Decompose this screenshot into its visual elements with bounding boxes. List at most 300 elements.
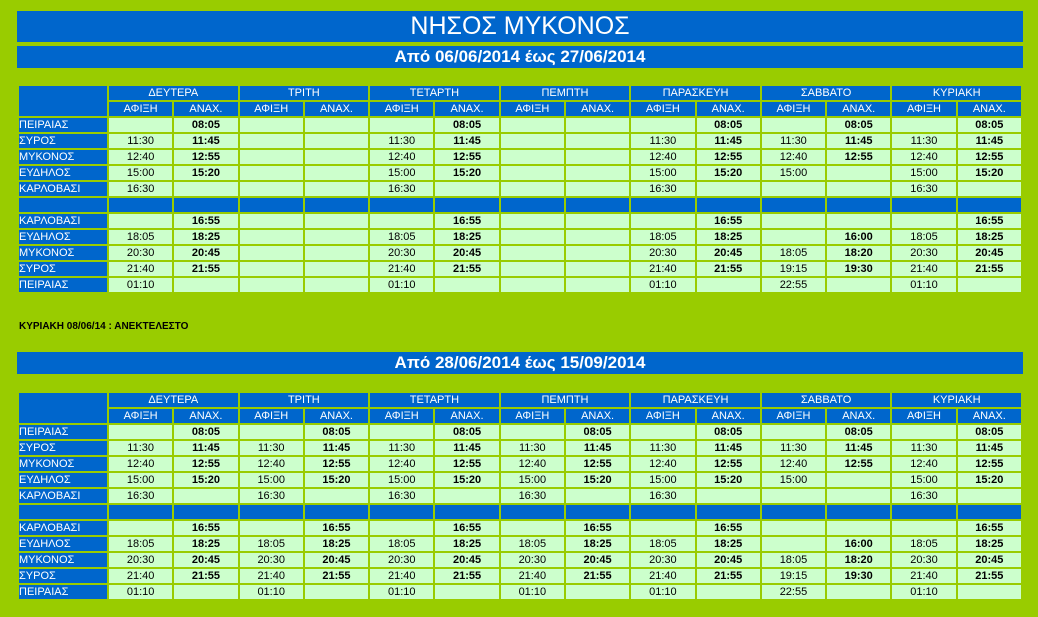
arrival-time: 20:30 <box>370 246 433 260</box>
port-name: ΕΥΔΗΛΟΣ <box>19 166 107 180</box>
separator-cell <box>762 505 825 519</box>
port-name: ΠΕΙΡΑΙΑΣ <box>19 585 107 599</box>
table-row <box>19 537 1021 551</box>
arrival-time <box>240 278 303 292</box>
arrival-time: 11:30 <box>762 441 825 455</box>
departure-time: 15:20 <box>305 473 368 487</box>
departure-time: 12:55 <box>435 457 498 471</box>
arrival-time <box>240 262 303 276</box>
separator-cell <box>501 198 564 212</box>
port-name: ΜΥΚΟΝΟΣ <box>19 457 107 471</box>
departure-time: 20:45 <box>435 553 498 567</box>
arrival-time <box>762 425 825 439</box>
departure-time <box>435 182 498 196</box>
departure-time: 12:55 <box>958 457 1021 471</box>
separator-cell <box>762 198 825 212</box>
arrival-header: ΑΦΙΞΗ <box>370 102 433 116</box>
day-header: ΔΕΥΤΕΡΑ <box>109 86 238 100</box>
separator-cell <box>892 198 955 212</box>
arrival-time: 01:10 <box>631 585 694 599</box>
arrival-time: 15:00 <box>370 166 433 180</box>
departure-time: 15:20 <box>958 166 1021 180</box>
departure-header: ΑΝΑΧ. <box>566 409 629 423</box>
arrival-time: 11:30 <box>240 441 303 455</box>
separator-cell <box>305 198 368 212</box>
arrival-header: ΑΦΙΞΗ <box>501 409 564 423</box>
arrival-time: 18:05 <box>762 553 825 567</box>
arrival-time: 19:15 <box>762 262 825 276</box>
separator-row <box>19 198 1021 212</box>
arrival-time: 15:00 <box>762 166 825 180</box>
sub-header-row <box>19 409 1021 423</box>
separator-cell <box>631 505 694 519</box>
departure-time: 20:45 <box>435 246 498 260</box>
port-name: ΕΥΔΗΛΟΣ <box>19 230 107 244</box>
departure-time: 15:20 <box>174 166 237 180</box>
arrival-time: 11:30 <box>370 134 433 148</box>
separator-cell <box>958 505 1021 519</box>
departure-time <box>566 166 629 180</box>
departure-time <box>827 214 890 228</box>
arrival-time <box>501 246 564 260</box>
departure-time: 18:25 <box>697 537 760 551</box>
departure-header: ΑΝΑΧ. <box>305 102 368 116</box>
departure-time: 18:20 <box>827 246 890 260</box>
departure-time: 21:55 <box>305 569 368 583</box>
departure-time: 11:45 <box>697 441 760 455</box>
arrival-time: 01:10 <box>370 585 433 599</box>
timetable-period-1 <box>17 84 1023 294</box>
arrival-time: 15:00 <box>109 166 172 180</box>
departure-time: 08:05 <box>566 425 629 439</box>
departure-time <box>305 134 368 148</box>
departure-time: 15:20 <box>566 473 629 487</box>
departure-time <box>305 262 368 276</box>
arrival-time: 15:00 <box>762 473 825 487</box>
departure-time: 20:45 <box>697 553 760 567</box>
port-name: ΕΥΔΗΛΟΣ <box>19 473 107 487</box>
arrival-header: ΑΦΙΞΗ <box>501 102 564 116</box>
departure-time <box>827 278 890 292</box>
arrival-time: 15:00 <box>501 473 564 487</box>
arrival-time: 01:10 <box>892 278 955 292</box>
day-header: ΣΑΒΒΑΤΟ <box>762 86 891 100</box>
table-row <box>19 441 1021 455</box>
departure-time: 16:55 <box>958 214 1021 228</box>
departure-time: 15:20 <box>697 166 760 180</box>
departure-time <box>566 278 629 292</box>
departure-time: 11:45 <box>958 441 1021 455</box>
arrival-time: 16:30 <box>501 489 564 503</box>
arrival-time: 20:30 <box>240 553 303 567</box>
arrival-time <box>109 521 172 535</box>
arrival-time: 01:10 <box>370 278 433 292</box>
departure-time: 18:25 <box>958 537 1021 551</box>
departure-header: ΑΝΑΧ. <box>174 102 237 116</box>
arrival-time <box>240 521 303 535</box>
day-header-row <box>19 393 1021 407</box>
arrival-time: 20:30 <box>892 246 955 260</box>
header-corner <box>19 86 107 116</box>
arrival-header: ΑΦΙΞΗ <box>631 102 694 116</box>
table-row <box>19 473 1021 487</box>
arrival-time <box>501 278 564 292</box>
departure-time: 16:55 <box>435 214 498 228</box>
arrival-time: 15:00 <box>370 473 433 487</box>
port-name: ΚΑΡΛΟΒΑΣΙ <box>19 182 107 196</box>
departure-time: 21:55 <box>697 262 760 276</box>
departure-time: 12:55 <box>566 457 629 471</box>
arrival-time: 21:40 <box>109 569 172 583</box>
arrival-time: 18:05 <box>892 230 955 244</box>
port-name: ΚΑΡΛΟΒΑΣΙ <box>19 214 107 228</box>
departure-time <box>305 150 368 164</box>
departure-time <box>566 230 629 244</box>
departure-time: 12:55 <box>305 457 368 471</box>
arrival-time: 15:00 <box>631 166 694 180</box>
departure-time <box>697 489 760 503</box>
port-name: ΕΥΔΗΛΟΣ <box>19 537 107 551</box>
arrival-time: 01:10 <box>109 278 172 292</box>
departure-time: 12:55 <box>697 150 760 164</box>
separator-cell <box>174 198 237 212</box>
departure-time: 12:55 <box>827 457 890 471</box>
arrival-time: 01:10 <box>240 585 303 599</box>
arrival-time: 18:05 <box>240 537 303 551</box>
arrival-header: ΑΦΙΞΗ <box>240 102 303 116</box>
day-header: ΣΑΒΒΑΤΟ <box>762 393 891 407</box>
departure-time: 21:55 <box>958 569 1021 583</box>
departure-time <box>566 182 629 196</box>
table-row <box>19 134 1021 148</box>
separator-cell <box>174 505 237 519</box>
arrival-time: 18:05 <box>370 537 433 551</box>
port-name: ΠΕΙΡΑΙΑΣ <box>19 425 107 439</box>
arrival-time <box>240 150 303 164</box>
departure-time <box>305 166 368 180</box>
departure-time: 18:25 <box>435 230 498 244</box>
arrival-time <box>370 521 433 535</box>
arrival-time: 11:30 <box>631 441 694 455</box>
period-1-range: Από 06/06/2014 έως 27/06/2014 <box>17 46 1023 68</box>
arrival-header: ΑΦΙΞΗ <box>762 102 825 116</box>
departure-time <box>305 489 368 503</box>
arrival-time <box>370 214 433 228</box>
arrival-time <box>762 537 825 551</box>
departure-time: 18:25 <box>435 537 498 551</box>
day-header: ΤΕΤΑΡΤΗ <box>370 86 499 100</box>
arrival-time <box>762 214 825 228</box>
arrival-time <box>240 214 303 228</box>
arrival-time: 22:55 <box>762 585 825 599</box>
departure-time: 11:45 <box>174 134 237 148</box>
arrival-time: 12:40 <box>501 457 564 471</box>
arrival-time: 12:40 <box>762 150 825 164</box>
departure-time <box>566 489 629 503</box>
arrival-time: 12:40 <box>240 457 303 471</box>
arrival-time <box>762 489 825 503</box>
departure-time <box>827 182 890 196</box>
arrival-time <box>892 118 955 132</box>
arrival-time: 21:40 <box>370 569 433 583</box>
arrival-time <box>501 134 564 148</box>
arrival-time: 21:40 <box>631 569 694 583</box>
separator-cell <box>566 198 629 212</box>
arrival-time <box>240 182 303 196</box>
arrival-time: 16:30 <box>631 182 694 196</box>
departure-time <box>305 230 368 244</box>
table-row <box>19 569 1021 583</box>
departure-time: 21:55 <box>174 262 237 276</box>
arrival-time: 18:05 <box>109 230 172 244</box>
table-row <box>19 230 1021 244</box>
departure-time <box>697 182 760 196</box>
arrival-time: 20:30 <box>892 553 955 567</box>
departure-time <box>566 214 629 228</box>
arrival-time <box>631 214 694 228</box>
arrival-header: ΑΦΙΞΗ <box>240 409 303 423</box>
departure-header: ΑΝΑΧ. <box>827 409 890 423</box>
departure-time: 16:55 <box>174 214 237 228</box>
departure-time <box>566 585 629 599</box>
arrival-time: 18:05 <box>631 230 694 244</box>
arrival-time: 11:30 <box>109 134 172 148</box>
departure-time: 18:25 <box>958 230 1021 244</box>
day-header-row <box>19 86 1021 100</box>
arrival-time: 01:10 <box>892 585 955 599</box>
arrival-time <box>762 521 825 535</box>
departure-time: 11:45 <box>827 441 890 455</box>
arrival-time: 15:00 <box>109 473 172 487</box>
departure-header: ΑΝΑΧ. <box>174 409 237 423</box>
table-row <box>19 182 1021 196</box>
arrival-header: ΑΦΙΞΗ <box>892 102 955 116</box>
separator-cell <box>19 198 107 212</box>
arrival-time: 11:30 <box>501 441 564 455</box>
day-header: ΤΕΤΑΡΤΗ <box>370 393 499 407</box>
departure-time: 18:20 <box>827 553 890 567</box>
arrival-time: 15:00 <box>240 473 303 487</box>
day-header: ΤΡΙΤΗ <box>240 393 369 407</box>
departure-time: 15:20 <box>435 166 498 180</box>
arrival-time: 21:40 <box>109 262 172 276</box>
arrival-time: 12:40 <box>109 150 172 164</box>
arrival-time: 18:05 <box>370 230 433 244</box>
day-header: ΤΡΙΤΗ <box>240 86 369 100</box>
port-name: ΚΑΡΛΟΒΑΣΙ <box>19 521 107 535</box>
departure-time <box>305 118 368 132</box>
departure-time <box>435 278 498 292</box>
arrival-header: ΑΦΙΞΗ <box>370 409 433 423</box>
day-header: ΔΕΥΤΕΡΑ <box>109 393 238 407</box>
departure-time: 08:05 <box>827 425 890 439</box>
arrival-time: 12:40 <box>892 457 955 471</box>
departure-time: 20:45 <box>174 246 237 260</box>
arrival-header: ΑΦΙΞΗ <box>631 409 694 423</box>
table-row <box>19 150 1021 164</box>
departure-time: 12:55 <box>697 457 760 471</box>
departure-time <box>697 278 760 292</box>
separator-cell <box>697 505 760 519</box>
separator-cell <box>501 505 564 519</box>
arrival-time <box>240 134 303 148</box>
sub-header-row <box>19 102 1021 116</box>
cancellation-note: ΚΥΡΙΑΚΗ 08/06/14 : ΑΝΕΚΤΕΛΕΣΤΟ <box>19 321 189 332</box>
departure-time: 16:55 <box>697 521 760 535</box>
arrival-time: 22:55 <box>762 278 825 292</box>
departure-header: ΑΝΑΧ. <box>958 409 1021 423</box>
departure-time <box>958 585 1021 599</box>
departure-time: 08:05 <box>435 118 498 132</box>
arrival-header: ΑΦΙΞΗ <box>762 409 825 423</box>
arrival-time <box>109 118 172 132</box>
separator-cell <box>958 198 1021 212</box>
arrival-time: 20:30 <box>501 553 564 567</box>
arrival-time: 16:30 <box>109 489 172 503</box>
departure-time: 11:45 <box>435 134 498 148</box>
arrival-time <box>501 182 564 196</box>
departure-time <box>827 473 890 487</box>
departure-header: ΑΝΑΧ. <box>958 102 1021 116</box>
arrival-header: ΑΦΙΞΗ <box>109 409 172 423</box>
departure-time: 16:55 <box>697 214 760 228</box>
arrival-time: 01:10 <box>631 278 694 292</box>
port-name: ΜΥΚΟΝΟΣ <box>19 553 107 567</box>
table-row <box>19 489 1021 503</box>
arrival-time: 16:30 <box>892 489 955 503</box>
departure-time: 11:45 <box>827 134 890 148</box>
arrival-time: 12:40 <box>109 457 172 471</box>
arrival-time <box>501 118 564 132</box>
arrival-time: 16:30 <box>370 182 433 196</box>
day-header: ΚΥΡΙΑΚΗ <box>892 86 1021 100</box>
departure-time <box>305 214 368 228</box>
departure-time: 16:55 <box>174 521 237 535</box>
departure-header: ΑΝΑΧ. <box>697 409 760 423</box>
table-row <box>19 246 1021 260</box>
departure-time: 12:55 <box>174 457 237 471</box>
port-name: ΜΥΚΟΝΟΣ <box>19 150 107 164</box>
arrival-time: 16:30 <box>240 489 303 503</box>
departure-time: 20:45 <box>174 553 237 567</box>
arrival-time: 18:05 <box>892 537 955 551</box>
port-name: ΣΥΡΟΣ <box>19 262 107 276</box>
port-name: ΚΑΡΛΟΒΑΣΙ <box>19 489 107 503</box>
departure-time: 15:20 <box>174 473 237 487</box>
departure-time: 11:45 <box>697 134 760 148</box>
arrival-time <box>240 230 303 244</box>
arrival-time <box>762 182 825 196</box>
separator-cell <box>566 505 629 519</box>
departure-time <box>697 585 760 599</box>
arrival-time: 01:10 <box>501 585 564 599</box>
departure-time: 21:55 <box>958 262 1021 276</box>
table-row <box>19 457 1021 471</box>
departure-time <box>827 166 890 180</box>
port-name: ΣΥΡΟΣ <box>19 569 107 583</box>
arrival-time: 11:30 <box>370 441 433 455</box>
departure-time: 11:45 <box>435 441 498 455</box>
separator-cell <box>370 505 433 519</box>
departure-time <box>305 278 368 292</box>
port-name: ΠΕΙΡΑΙΑΣ <box>19 278 107 292</box>
separator-cell <box>19 505 107 519</box>
arrival-time <box>501 262 564 276</box>
arrival-time <box>501 425 564 439</box>
arrival-time: 20:30 <box>109 246 172 260</box>
departure-time <box>435 585 498 599</box>
departure-time <box>566 150 629 164</box>
arrival-time: 12:40 <box>370 150 433 164</box>
arrival-time: 15:00 <box>631 473 694 487</box>
departure-time: 16:00 <box>827 230 890 244</box>
departure-time <box>566 118 629 132</box>
arrival-time <box>501 230 564 244</box>
separator-cell <box>109 198 172 212</box>
departure-time: 16:55 <box>566 521 629 535</box>
arrival-time: 11:30 <box>892 134 955 148</box>
departure-header: ΑΝΑΧ. <box>827 102 890 116</box>
departure-time: 08:05 <box>435 425 498 439</box>
arrival-time: 21:40 <box>892 569 955 583</box>
arrival-time <box>240 425 303 439</box>
arrival-time: 12:40 <box>631 457 694 471</box>
arrival-time <box>370 118 433 132</box>
arrival-time <box>631 118 694 132</box>
departure-time <box>827 585 890 599</box>
departure-time: 08:05 <box>958 118 1021 132</box>
arrival-time: 12:40 <box>370 457 433 471</box>
arrival-time: 12:40 <box>892 150 955 164</box>
arrival-time: 01:10 <box>109 585 172 599</box>
arrival-time: 21:40 <box>892 262 955 276</box>
arrival-time <box>240 246 303 260</box>
departure-time: 20:45 <box>697 246 760 260</box>
departure-header: ΑΝΑΧ. <box>435 102 498 116</box>
separator-cell <box>827 198 890 212</box>
separator-cell <box>697 198 760 212</box>
arrival-time <box>370 425 433 439</box>
departure-time: 11:45 <box>305 441 368 455</box>
port-name: ΠΕΙΡΑΙΑΣ <box>19 118 107 132</box>
departure-time: 21:55 <box>697 569 760 583</box>
port-name: ΣΥΡΟΣ <box>19 441 107 455</box>
departure-time: 21:55 <box>566 569 629 583</box>
departure-time: 20:45 <box>958 246 1021 260</box>
departure-header: ΑΝΑΧ. <box>305 409 368 423</box>
arrival-time <box>109 214 172 228</box>
arrival-time: 20:30 <box>631 246 694 260</box>
arrival-time <box>501 150 564 164</box>
departure-time: 08:05 <box>827 118 890 132</box>
departure-time <box>305 585 368 599</box>
departure-time: 11:45 <box>566 441 629 455</box>
arrival-time: 16:30 <box>109 182 172 196</box>
departure-time: 19:30 <box>827 262 890 276</box>
departure-time <box>566 134 629 148</box>
departure-time: 18:25 <box>697 230 760 244</box>
day-header: ΠΕΜΠΤΗ <box>501 393 630 407</box>
departure-time: 15:20 <box>435 473 498 487</box>
period-2-range: Από 28/06/2014 έως 15/09/2014 <box>17 352 1023 374</box>
arrival-time <box>762 230 825 244</box>
table-row <box>19 521 1021 535</box>
arrival-time: 11:30 <box>892 441 955 455</box>
arrival-time: 19:15 <box>762 569 825 583</box>
departure-time: 12:55 <box>827 150 890 164</box>
arrival-time: 16:30 <box>631 489 694 503</box>
departure-time: 16:55 <box>305 521 368 535</box>
